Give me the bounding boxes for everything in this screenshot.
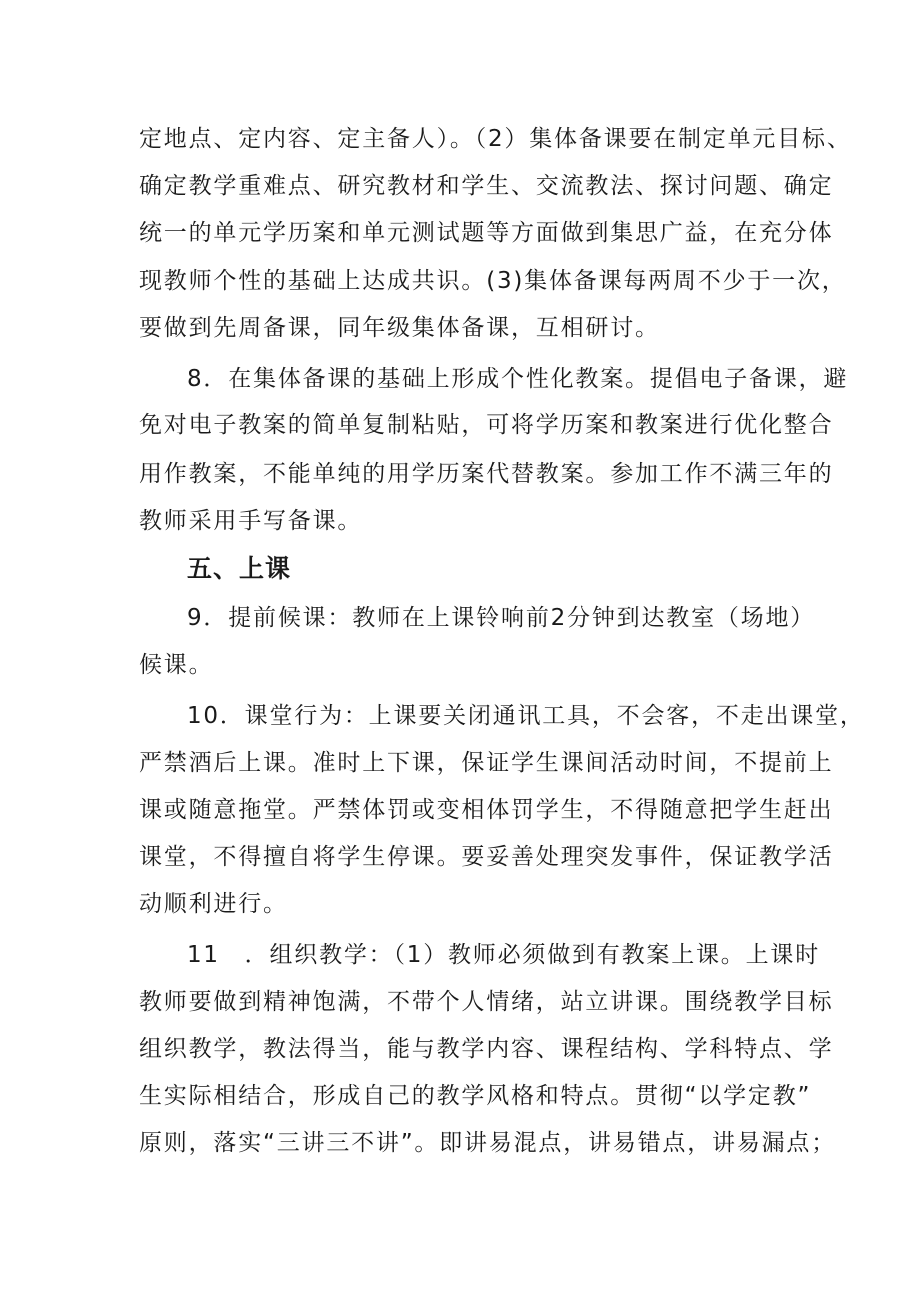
paragraph-line: 现教师个性的基础上达成共识。(3)集体备课每两周不少于一次， <box>139 268 847 294</box>
paragraph-line: 11 ．组织教学：（1）教师必须做到有教案上课。上课时 <box>187 942 820 968</box>
paragraph-line: 严禁酒后上课。准时上下课，保证学生课间活动时间，不提前上 <box>139 750 834 776</box>
paragraph-line: 统一的单元学历案和单元测试题等方面做到集思广益，在充分体 <box>139 220 834 246</box>
paragraph-line: 动顺利进行。 <box>139 891 288 917</box>
paragraph-line: 候课。 <box>139 652 214 678</box>
paragraph-line: 用作教案，不能单纯的用学历案代替教案。参加工作不满三年的 <box>139 461 834 487</box>
paragraph-line: 8．在集体备课的基础上形成个性化教案。提倡电子备课，避 <box>187 366 849 392</box>
paragraph-line: 免对电子教案的简单复制粘贴，可将学历案和教案进行优化整合 <box>139 412 834 438</box>
paragraph-line: 定地点、定内容、定主备人）。（2）集体备课要在制定单元目标、 <box>139 126 852 152</box>
paragraph-line: 课堂，不得擅自将学生停课。要妥善处理突发事件，保证教学活 <box>139 844 834 870</box>
paragraph-line: 生实际相结合，形成自己的教学风格和特点。贯彻“以学定教” <box>139 1083 812 1109</box>
paragraph-line: 组织教学，教法得当，能与教学内容、课程结构、学科特点、学 <box>139 1036 834 1062</box>
paragraph-line: 9．提前候课：教师在上课铃响前2分钟到达教室（场地） <box>187 605 816 631</box>
paragraph-line: 课或随意拖堂。严禁体罚或变相体罚学生，不得随意把学生赶出 <box>139 797 834 823</box>
paragraph-line: 原则，落实“三讲三不讲”。即讲易混点，讲易错点，讲易漏点； <box>139 1130 837 1156</box>
paragraph-line: 教师要做到精神饱满，不带个人情绪，站立讲课。围绕教学目标 <box>139 989 834 1015</box>
section-heading: 五、上课 <box>187 554 292 583</box>
paragraph-line: 10．课堂行为：上课要关闭通讯工具，不会客，不走出课堂， <box>187 703 865 729</box>
paragraph-line: 教师采用手写备课。 <box>139 508 363 534</box>
paragraph-line: 要做到先周备课，同年级集体备课，互相研讨。 <box>139 315 660 341</box>
paragraph-line: 确定教学重难点、研究教材和学生、交流教法、探讨问题、确定 <box>139 173 834 199</box>
